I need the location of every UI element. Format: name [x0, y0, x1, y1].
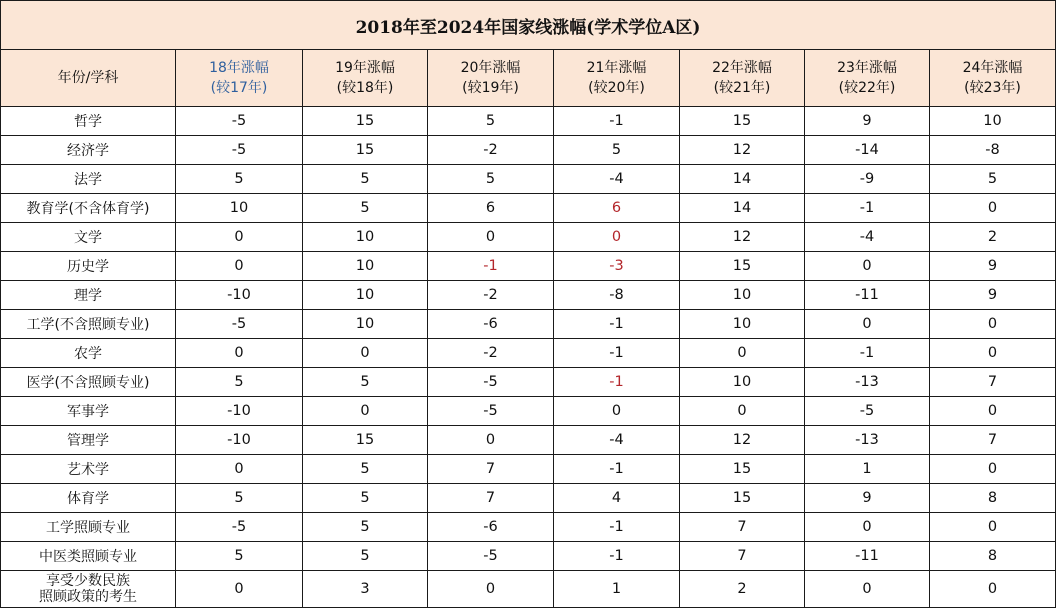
value-cell: -10	[176, 397, 303, 426]
column-header-compare-label: (较19年)	[462, 80, 519, 96]
value-cell: 0	[805, 252, 930, 281]
value-cell: 0	[680, 397, 805, 426]
value-cell: -2	[428, 339, 554, 368]
value-cell: 9	[930, 281, 1056, 310]
table-row	[1, 223, 1056, 252]
value-cell: 6	[428, 194, 554, 223]
column-header-compare-label: (较18年)	[336, 80, 394, 96]
value-cell: 5	[428, 107, 554, 136]
value-cell: -8	[930, 136, 1056, 165]
value-cell: 5	[303, 542, 428, 571]
subject-cell: 艺术学	[1, 455, 176, 484]
value-cell: 5	[303, 513, 428, 542]
subject-line: 享受少数民族	[46, 573, 130, 589]
value-cell: 7	[930, 368, 1056, 397]
value-cell: 0	[680, 339, 805, 368]
value-cell: 10	[303, 252, 428, 281]
column-header-1	[176, 50, 303, 107]
column-header-4	[554, 50, 680, 107]
value-cell: 5	[176, 542, 303, 571]
value-cell: 0	[930, 455, 1056, 484]
subject-cell: 军事学	[1, 397, 176, 426]
column-header-year-label: 18年涨幅	[209, 60, 269, 76]
value-cell: -1	[554, 455, 680, 484]
value-cell: 0	[930, 310, 1056, 339]
column-header-year-label: 24年涨幅	[962, 60, 1023, 76]
value-cell: -5	[428, 542, 554, 571]
value-cell: 0	[303, 397, 428, 426]
value-cell: -13	[805, 368, 930, 397]
column-header-2	[303, 50, 428, 107]
column-header-year-label: 22年涨幅	[712, 60, 772, 76]
value-cell: 0	[176, 339, 303, 368]
subject-cell: 哲学	[1, 107, 176, 136]
table-row	[1, 165, 1056, 194]
table-row	[1, 542, 1056, 571]
value-cell: -5	[176, 513, 303, 542]
value-cell: 10	[680, 310, 805, 339]
value-cell: 0	[930, 513, 1056, 542]
value-cell: 15	[303, 136, 428, 165]
value-cell: 0	[176, 571, 303, 608]
value-cell: 12	[680, 223, 805, 252]
value-cell: 2	[680, 571, 805, 608]
value-cell: 0	[554, 397, 680, 426]
table-row	[1, 281, 1056, 310]
value-cell: -8	[554, 281, 680, 310]
subject-cell	[1, 571, 176, 608]
value-cell: 10	[303, 310, 428, 339]
value-cell: -10	[176, 426, 303, 455]
value-cell: -9	[805, 165, 930, 194]
value-cell: 5	[176, 368, 303, 397]
column-header-year-label: 23年涨幅	[837, 60, 897, 76]
value-cell: 5	[554, 136, 680, 165]
value-cell: 0	[428, 571, 554, 608]
value-cell: 0	[176, 252, 303, 281]
value-cell: 5	[930, 165, 1056, 194]
value-cell: 15	[680, 455, 805, 484]
value-cell: -4	[805, 223, 930, 252]
value-cell: -5	[176, 107, 303, 136]
table-row	[1, 310, 1056, 339]
value-cell: 0	[930, 194, 1056, 223]
value-cell: 7	[930, 426, 1056, 455]
value-cell: 14	[680, 165, 805, 194]
value-cell: 5	[176, 484, 303, 513]
value-cell: -2	[428, 136, 554, 165]
value-cell: -13	[805, 426, 930, 455]
table-row	[1, 426, 1056, 455]
table-row	[1, 252, 1056, 281]
value-cell: 0	[554, 223, 680, 252]
subject-cell: 医学(不含照顾专业)	[1, 368, 176, 397]
value-cell: 10	[680, 368, 805, 397]
value-cell: 0	[176, 223, 303, 252]
value-cell: 3	[303, 571, 428, 608]
table-row	[1, 368, 1056, 397]
value-cell: -3	[554, 252, 680, 281]
value-cell: 5	[176, 165, 303, 194]
value-cell: 1	[805, 455, 930, 484]
value-cell: 7	[680, 513, 805, 542]
value-cell: -6	[428, 310, 554, 339]
subject-cell: 法学	[1, 165, 176, 194]
value-cell: -14	[805, 136, 930, 165]
column-header-5	[680, 50, 805, 107]
value-cell: -4	[554, 165, 680, 194]
value-cell: 4	[554, 484, 680, 513]
value-cell: -2	[428, 281, 554, 310]
subject-line: 照顾政策的考生	[39, 589, 137, 605]
value-cell: -1	[554, 368, 680, 397]
value-cell: 10	[303, 281, 428, 310]
value-cell: 0	[805, 571, 930, 608]
subject-cell: 教育学(不含体育学)	[1, 194, 176, 223]
table-title: 2018年至2024年国家线涨幅(学术学位A区)	[1, 1, 1056, 50]
value-cell: 8	[930, 484, 1056, 513]
value-cell: 5	[303, 455, 428, 484]
value-cell: 0	[805, 513, 930, 542]
value-cell: 0	[428, 426, 554, 455]
value-cell: -1	[428, 252, 554, 281]
value-cell: 7	[428, 484, 554, 513]
subject-cell: 工学(不含照顾专业)	[1, 310, 176, 339]
value-cell: -5	[805, 397, 930, 426]
subject-cell: 农学	[1, 339, 176, 368]
value-cell: 1	[554, 571, 680, 608]
value-cell: 7	[428, 455, 554, 484]
value-cell: 0	[805, 310, 930, 339]
value-cell: 6	[554, 194, 680, 223]
table-row	[1, 339, 1056, 368]
value-cell: 15	[680, 252, 805, 281]
value-cell: 14	[680, 194, 805, 223]
value-cell: -1	[805, 339, 930, 368]
column-header-year-label: 21年涨幅	[586, 60, 647, 76]
subject-cell: 理学	[1, 281, 176, 310]
value-cell: 0	[930, 397, 1056, 426]
table-row	[1, 484, 1056, 513]
value-cell: -5	[176, 136, 303, 165]
subject-cell: 中医类照顾专业	[1, 542, 176, 571]
column-header-compare-label: (较20年)	[588, 80, 645, 96]
value-cell: -11	[805, 542, 930, 571]
value-cell: 5	[303, 484, 428, 513]
value-cell: 0	[428, 223, 554, 252]
value-cell: 10	[176, 194, 303, 223]
value-cell: 12	[680, 426, 805, 455]
table-row	[1, 194, 1056, 223]
column-header-year-label: 19年涨幅	[335, 60, 395, 76]
value-cell: -1	[554, 339, 680, 368]
column-header-6	[805, 50, 930, 107]
value-cell: 2	[930, 223, 1056, 252]
value-cell: 5	[303, 194, 428, 223]
value-cell: -1	[554, 513, 680, 542]
value-cell: -1	[554, 310, 680, 339]
table-row	[1, 397, 1056, 426]
value-cell: 0	[930, 571, 1056, 608]
value-cell: -5	[428, 368, 554, 397]
column-header-compare-label: (较22年)	[838, 80, 896, 96]
value-cell: 9	[805, 107, 930, 136]
value-cell: -11	[805, 281, 930, 310]
value-cell: 12	[680, 136, 805, 165]
value-cell: 8	[930, 542, 1056, 571]
subject-cell: 管理学	[1, 426, 176, 455]
subject-cell: 经济学	[1, 136, 176, 165]
value-cell: 15	[303, 426, 428, 455]
column-header-3	[428, 50, 554, 107]
value-cell: 0	[176, 455, 303, 484]
value-cell: -1	[805, 194, 930, 223]
value-cell: -10	[176, 281, 303, 310]
column-header-year-label: 20年涨幅	[460, 60, 521, 76]
corner-header: 年份/学科	[1, 50, 176, 107]
value-cell: -4	[554, 426, 680, 455]
value-cell: 5	[303, 165, 428, 194]
value-cell: -5	[176, 310, 303, 339]
subject-cell: 体育学	[1, 484, 176, 513]
value-cell: 5	[303, 368, 428, 397]
value-cell: 10	[930, 107, 1056, 136]
value-cell: -6	[428, 513, 554, 542]
value-cell: 5	[428, 165, 554, 194]
value-cell: 0	[930, 339, 1056, 368]
subject-cell: 文学	[1, 223, 176, 252]
value-cell: 10	[303, 223, 428, 252]
value-cell: 10	[680, 281, 805, 310]
column-header-compare-label: (较21年)	[713, 80, 771, 96]
value-cell: 9	[805, 484, 930, 513]
table-row	[1, 455, 1056, 484]
table-row	[1, 107, 1056, 136]
column-header-compare-label: (较23年)	[964, 80, 1021, 96]
subject-cell: 历史学	[1, 252, 176, 281]
table-row	[1, 571, 1056, 608]
value-cell: 15	[680, 107, 805, 136]
value-cell: 15	[680, 484, 805, 513]
value-cell: 9	[930, 252, 1056, 281]
column-header-compare-label: (较17年)	[210, 80, 268, 96]
value-cell: -1	[554, 542, 680, 571]
table-row	[1, 513, 1056, 542]
value-cell: 15	[303, 107, 428, 136]
table-row	[1, 136, 1056, 165]
value-cell: -1	[554, 107, 680, 136]
value-cell: 0	[303, 339, 428, 368]
value-cell: -5	[428, 397, 554, 426]
value-cell: 7	[680, 542, 805, 571]
subject-cell: 工学照顾专业	[1, 513, 176, 542]
column-header-7	[930, 50, 1056, 107]
